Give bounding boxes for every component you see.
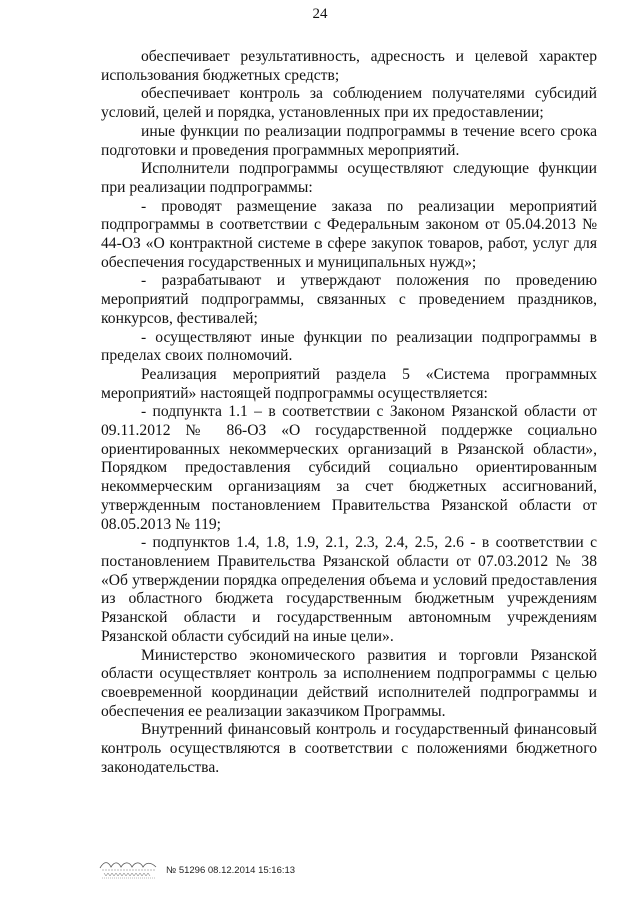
list-item: - подпунктов 1.4, 1.8, 1.9, 2.1, 2.3, 2.4, 2.5, 2.6 - в соответствии с постановлением Правительства Рязанской области от 07.03.2012 № 38 «Об утверждении порядка определения объема и условий предоставления из областного бюджета государственным бюджетным учреждениям Рязанской области и государственным автономным учреждениям Рязанской области субсидий на иные цели». [101,534,597,645]
list-item: - подпункта 1.1 – в соответствии с Законом Рязанской области от 09.11.2012 № 86-ОЗ «О государственной поддержке социально ориентированных некоммерческих организаций в Рязанской области», Порядком предоставления субсидий социально ориентированным некоммерческим организациям за счет бюджетных ассигнований, утвержденным постановлением Правительства Рязанской области от 08.05.2013 № 119; [101,403,597,533]
document-body [101,48,597,777]
registration-stamp-icon [98,858,160,882]
paragraph: иные функции по реализации подпрограммы в течение всего срока подготовки и проведения программных мероприятий. [101,122,597,159]
paragraph: обеспечивает результативность, адресность и целевой характер использования бюджетных средств; [101,48,597,84]
registration-number: № 51296 08.12.2014 15:16:13 [166,864,296,876]
paragraph: Реализация мероприятий раздела 5 «Система программных мероприятий» настоящей подпрограммы осуществляется: [101,365,597,402]
list-item: - разрабатывают и утверждают положения по проведению мероприятий подпрограммы, связанных с проведением праздников, конкурсов, фестивалей; [101,272,597,327]
paragraph: обеспечивает контроль за соблюдением получателями субсидий условий, целей и порядка, установленных при их предоставлении; [101,85,597,122]
paragraph: Внутренний финансовый контроль и государственный финансовый контроль осуществляются в соответствии с положениями бюджетного законодательства. [101,721,597,776]
registration-footer [98,858,295,882]
list-item: - осуществляют иные функции по реализации подпрограммы в пределах своих полномочий. [101,328,597,365]
list-item: - проводят размещение заказа по реализации мероприятий подпрограммы в соответствии с Федеральным законом от 05.04.2013 № 44-ОЗ «О контрактной системе в сфере закупок товаров, работ, услуг для обеспечения государственных и муниципальных нужд»; [101,197,597,271]
paragraph: Исполнители подпрограммы осуществляют следующие функции при реализации подпрограммы: [101,160,597,196]
page-number: 24 [312,6,328,22]
paragraph: Министерство экономического развития и торговли Рязанской области осуществляет контроль за исполнением подпрограммы с целью своевременной координации действий исполнителей подпрограммы и обеспечения ее реализации заказчиком Программы. [101,646,597,720]
